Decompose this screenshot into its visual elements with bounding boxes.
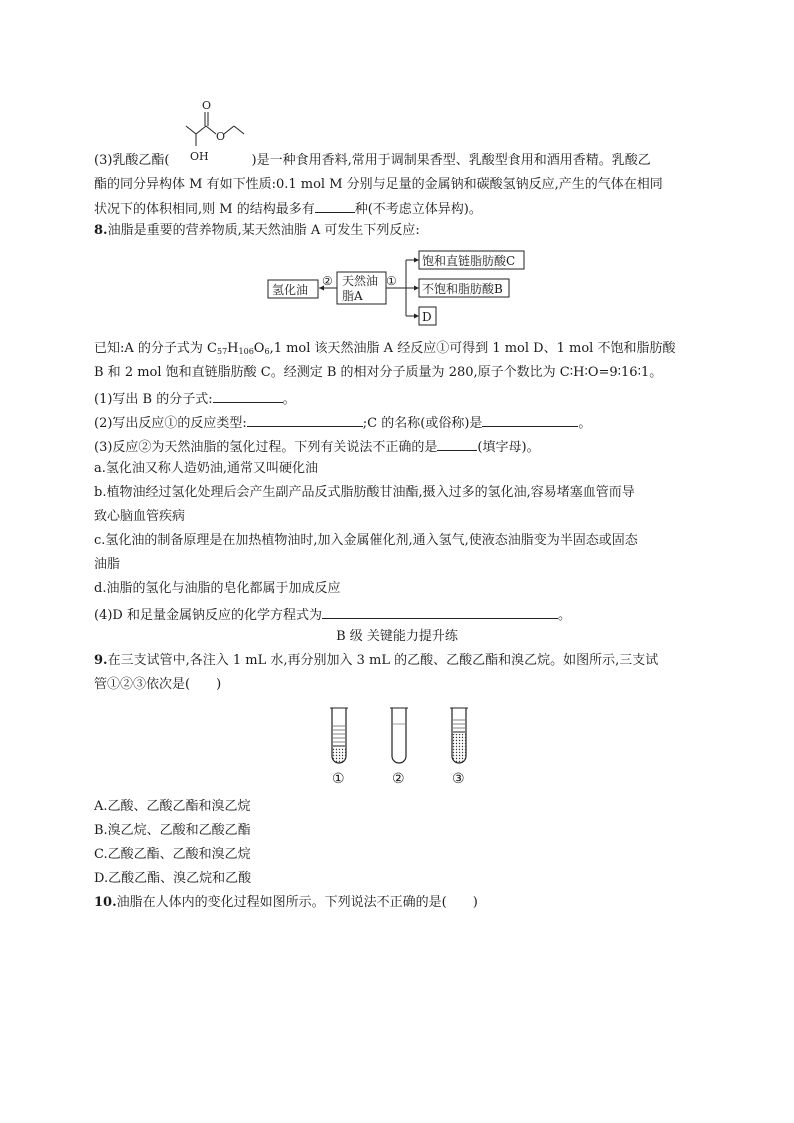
test-tube-2 xyxy=(390,708,408,763)
step-1-label: ① xyxy=(386,274,397,288)
q8-sub2: (2)写出反应①的反应类型: ;C 的名称(或俗称)是 。 xyxy=(94,412,591,433)
natural-fat-box-line2: 脂A xyxy=(342,289,363,303)
question-number: 9. xyxy=(94,653,108,668)
q7-3-line1: (3)乳酸乙酯( )是一种食用香料,常用于调制果香型、乳酸型食用和酒用香精。乳酸乙 xyxy=(94,153,651,168)
q8-given-line2: B 和 2 mol 饱和直链脂肪酸 C。经测定 B 的相对分子质量为 280,原子个数比为 C∶H∶O=9∶16∶1。 xyxy=(94,365,663,380)
q9-line2: 管①②③依次是( ) xyxy=(94,677,222,692)
structure-hydroxyl: OH xyxy=(190,150,209,162)
question-number: 10. xyxy=(94,895,117,910)
q8-option-c-cont: 油脂 xyxy=(94,557,121,572)
hydrogenated-oil-box: 氢化油 xyxy=(272,283,309,297)
answer-blank[interactable] xyxy=(482,412,578,427)
saturated-acid-box: 饱和直链脂肪酸C xyxy=(422,254,516,268)
answer-blank[interactable] xyxy=(213,388,283,403)
test-tube-3 xyxy=(450,708,468,763)
question-number: 8. xyxy=(94,223,108,238)
tube-label-2: ② xyxy=(392,771,405,787)
q8-option-d: d.油脂的氢化与油脂的皂化都属于加成反应 xyxy=(94,581,341,596)
tube-label-1: ① xyxy=(332,771,345,787)
structure-carbonyl-o: O xyxy=(202,99,212,112)
q8-sub1: (1)写出 B 的分子式: 。 xyxy=(94,388,296,409)
test-tubes-figure xyxy=(320,700,480,768)
q9-line1: 9.在三支试管中,各注入 1 mL 水,再分别加入 3 mL 的乙酸、乙酸乙酯和溴乙烷。如图所示,三支试 xyxy=(94,653,659,668)
q8-option-c: c.氢化油的制备原理是在加热植物油时,加入金属催化剂,通入氢气,使液态油脂变为半固态或固态 xyxy=(94,533,638,548)
section-heading: B 级 关键能力提升练 xyxy=(336,629,458,644)
answer-blank[interactable] xyxy=(315,198,355,213)
q8-stem: 8.油脂是重要的营养物质,某天然油脂 A 可发生下列反应: xyxy=(94,223,420,238)
q9-option-a[interactable]: A.乙酸、乙酸乙酯和溴乙烷 xyxy=(94,799,251,814)
q7-3-line2: 酯的同分异构体 M 有如下性质:0.1 mol M 分别与足量的金属钠和碳酸氢钠反应,产生的气体在相同 xyxy=(94,177,663,192)
q8-sub4: (4)D 和足量金属钠反应的化学方程式为 。 xyxy=(94,604,571,625)
q8-option-b-cont: 致心脑血管疾病 xyxy=(94,509,186,524)
natural-fat-box: 天然油 xyxy=(342,274,379,288)
step-2-label: ② xyxy=(322,274,333,288)
q8-sub3: (3)反应②为天然油脂的氢化过程。下列有关说法不正确的是 (填字母)。 xyxy=(94,436,540,457)
answer-blank[interactable] xyxy=(437,436,477,451)
q10-stem: 10.油脂在人体内的变化过程如图所示。下列说法不正确的是( ) xyxy=(94,895,478,910)
q8-given-line1: 已知:A 的分子式为 $C_{57}H_{106}O_6,1$ mol 该天然油脂 A 经反应①可得到 1 mol D、1 mol 不饱和脂肪酸 xyxy=(94,341,676,356)
tube-label-3: ③ xyxy=(452,771,465,787)
unsaturated-acid-box: 不饱和脂肪酸B xyxy=(422,282,503,296)
q7-3-line3: 状况下的体积相同,则 M 的结构最多有 种(不考虑立体异构)。 xyxy=(94,198,482,219)
q9-option-b[interactable]: B.溴乙烷、乙酸和乙酸乙酯 xyxy=(94,823,251,838)
product-d-box: D xyxy=(422,310,432,324)
q8-option-b: b.植物油经过氢化处理后会产生副产品反式脂肪酸甘油酯,摄入过多的氢化油,容易堵塞血管而导 xyxy=(94,485,635,500)
structure-ester-o: O xyxy=(216,130,226,143)
q8-option-a: a.氢化油又称人造奶油,通常又叫硬化油 xyxy=(94,461,319,476)
test-tube-1 xyxy=(330,708,348,763)
answer-blank[interactable] xyxy=(322,604,558,619)
q9-option-d[interactable]: D.乙酸乙酯、溴乙烷和乙酸 xyxy=(94,871,252,886)
q9-option-c[interactable]: C.乙酸乙酯、乙酸和溴乙烷 xyxy=(94,847,251,862)
answer-blank[interactable] xyxy=(247,412,363,427)
